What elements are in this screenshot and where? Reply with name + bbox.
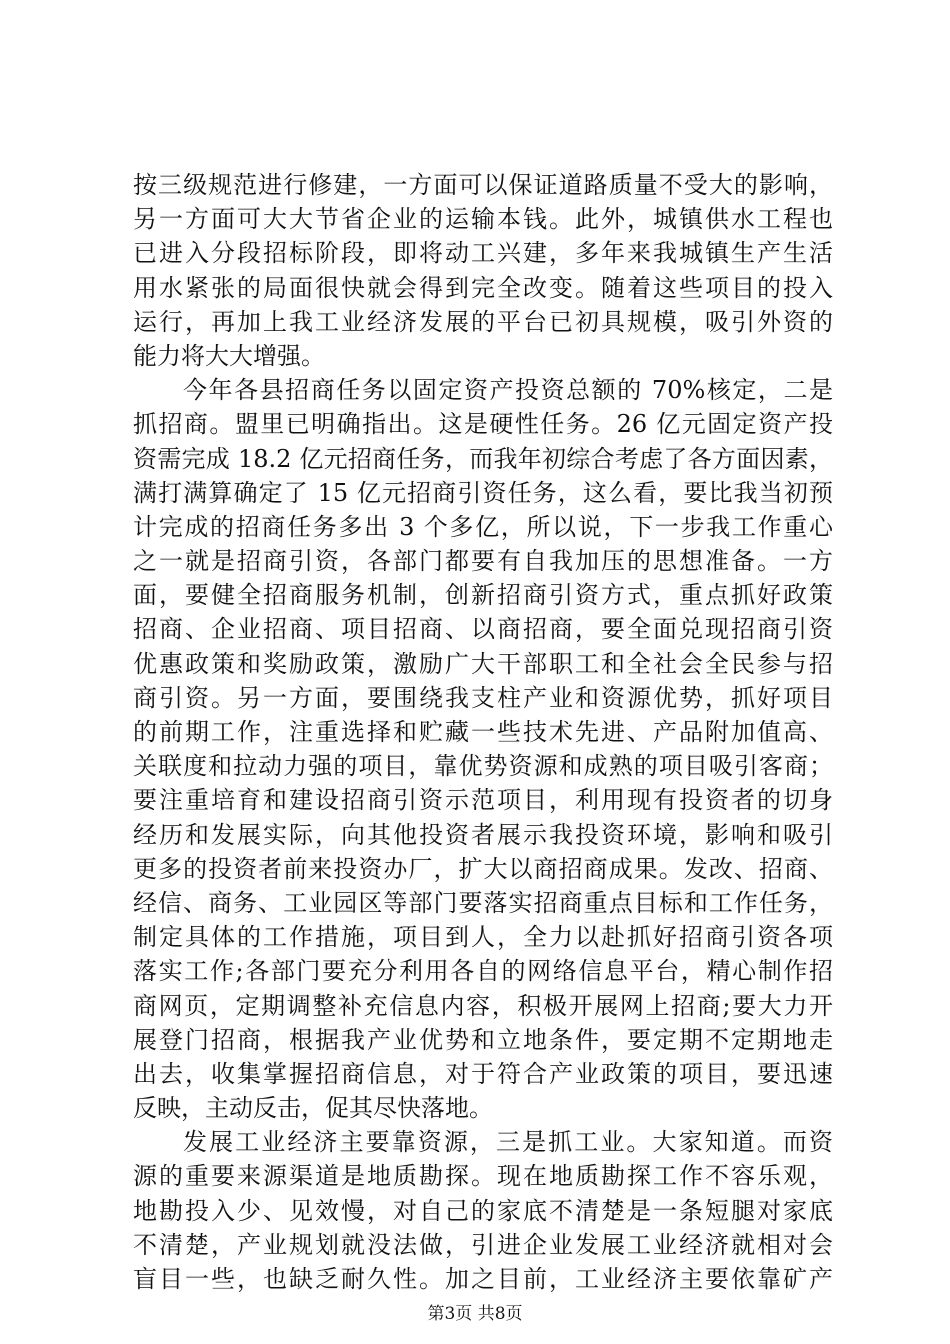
paragraph-start-line: 今年各县招商任务以固定资产投资总额的 70%核定，二是 [183,376,833,405]
text-line: 运行，再加上我工业经济发展的平台已初具规模，吸引外资的 [133,307,833,336]
text-line: 商引资。另一方面，要围绕我支柱产业和资源优势，抓好项目 [133,683,833,712]
text-line: 按三级规范进行修建，一方面可以保证道路质量不受大的影响， [133,171,833,199]
paragraph-start-line: 发展工业经济主要靠资源，三是抓工业。大家知道。而资 [183,1128,833,1157]
text-line: 要注重培育和建设招商引资示范项目，利用现有投资者的切身 [133,786,833,815]
text-line: 反映，主动反击，促其尽快落地。 [133,1094,493,1123]
text-line: 资需完成 18.2 亿元招商任务，而我年初综合考虑了各方面因素， [133,444,833,473]
text-line: 商网页，定期调整补充信息内容，积极开展网上招商;要大力开 [133,991,833,1020]
text-line: 用水紧张的局面很快就会得到完全改变。随着这些项目的投入 [133,273,833,302]
text-line: 面，要健全招商服务机制，创新招商引资方式，重点抓好政策 [133,581,833,610]
text-line: 经信、商务、工业园区等部门要落实招商重点目标和工作任务， [133,888,833,917]
text-line: 更多的投资者前来投资办厂，扩大以商招商成果。发改、招商、 [133,854,833,883]
text-line: 展登门招商，根据我产业优势和立地条件，要定期不定期地走 [133,1025,833,1054]
text-line: 能力将大大增强。 [133,341,325,370]
text-line: 盲目一些，也缺乏耐久性。加之目前，工业经济主要依靠矿产 [133,1265,833,1293]
text-line: 落实工作;各部门要充分利用各自的网络信息平台，精心制作招 [133,957,833,986]
text-line: 经历和发展实际，向其他投资者展示我投资环境，影响和吸引 [133,820,833,849]
text-line: 计完成的招商任务多出 3 个多亿，所以说，下一步我工作重心 [133,512,833,541]
text-line: 不清楚，产业规划就没法做，引进企业发展工业经济就相对会 [133,1230,833,1259]
text-line: 之一就是招商引资，各部门都要有自我加压的思想准备。一方 [133,547,833,576]
text-line: 源的重要来源渠道是地质勘探。现在地质勘探工作不容乐观， [133,1162,833,1191]
text-line: 优惠政策和奖励政策，激励广大干部职工和全社会全民参与招 [133,649,833,678]
text-line: 出去，收集掌握招商信息，对于符合产业政策的项目，要迅速 [133,1059,833,1088]
page-number-label: 第3页 共8页 [427,1304,523,1324]
text-line: 关联度和拉动力强的项目，靠优势资源和成熟的项目吸引客商； [133,752,833,781]
page-footer [0,1302,950,1326]
text-line: 的前期工作，注重选择和贮藏一些技术先进、产品附加值高、 [133,718,833,746]
text-line: 已进入分段招标阶段，即将动工兴建，多年来我城镇生产生活 [133,239,833,268]
text-line: 招商、企业招商、项目招商、以商招商，要全面兑现招商引资 [133,615,833,644]
text-line: 满打满算确定了 15 亿元招商引资任务，这么看，要比我当初预 [133,478,833,507]
text-line: 制定具体的工作措施，项目到人，全力以赴抓好招商引资各项 [133,923,833,952]
text-line: 地勘投入少、见效慢，对自己的家底不清楚是一条短腿对家底 [133,1196,833,1225]
document-body [133,168,833,1296]
text-line: 抓招商。盟里已明确指出。这是硬性任务。26 亿元固定资产投 [133,410,833,439]
text-line: 另一方面可大大节省企业的运输本钱。此外，城镇供水工程也 [133,205,833,234]
